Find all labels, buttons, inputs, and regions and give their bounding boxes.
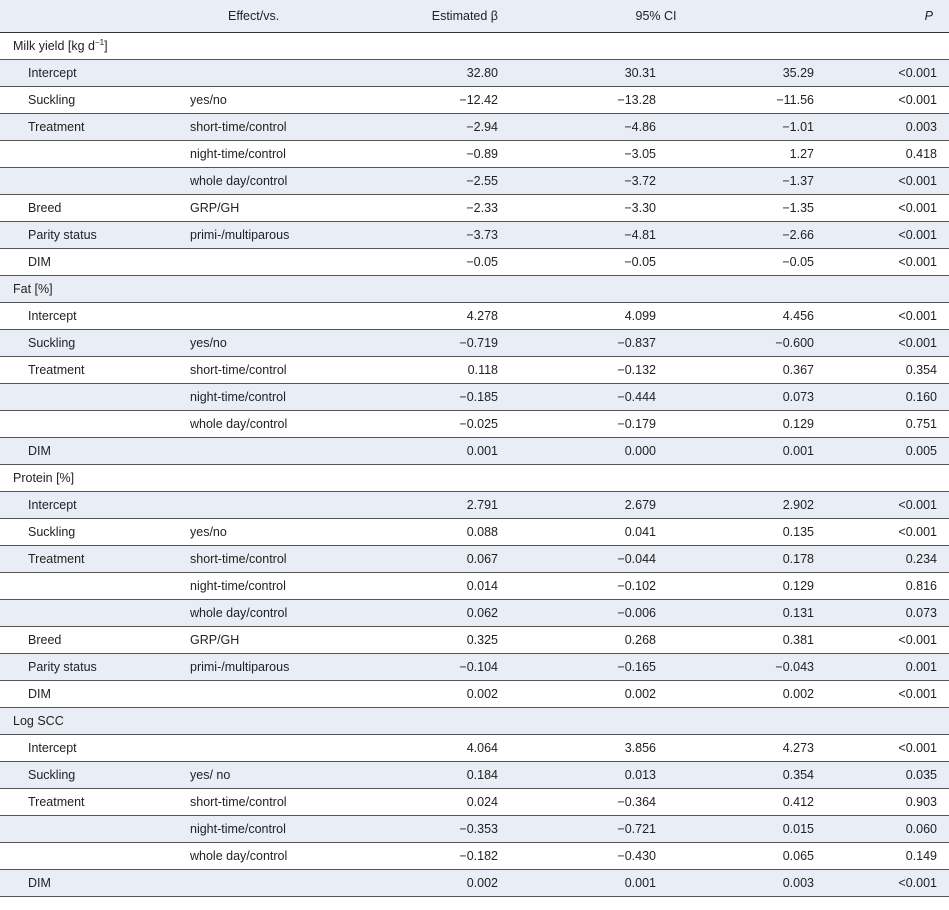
cell-estimated-beta: 0.001 (365, 437, 498, 464)
cell-vs (190, 248, 365, 275)
section-title-text: Protein [%] (13, 470, 75, 485)
cell-ci-upper: 0.073 (656, 383, 814, 410)
table-row (0, 221, 949, 248)
table-row (0, 302, 949, 329)
table-row (0, 491, 949, 518)
cell-vs (190, 59, 365, 86)
cell-effect: DIM (0, 869, 190, 896)
cell-estimated-beta: 0.062 (365, 599, 498, 626)
cell-p-value: <0.001 (814, 194, 949, 221)
cell-vs: whole day/control (190, 167, 365, 194)
cell-ci-upper: 1.27 (656, 140, 814, 167)
cell-effect: DIM (0, 248, 190, 275)
cell-effect: DIM (0, 680, 190, 707)
cell-ci-upper: 0.381 (656, 626, 814, 653)
cell-ci-upper: 4.456 (656, 302, 814, 329)
cell-estimated-beta: −0.05 (365, 248, 498, 275)
table-row (0, 356, 949, 383)
cell-ci-lower: 0.041 (498, 518, 656, 545)
cell-vs: whole day/control (190, 410, 365, 437)
cell-ci-lower: −0.430 (498, 842, 656, 869)
cell-ci-lower: −3.72 (498, 167, 656, 194)
cell-ci-lower: −3.30 (498, 194, 656, 221)
cell-p-value: 0.149 (814, 842, 949, 869)
cell-ci-upper: −0.05 (656, 248, 814, 275)
cell-p-value: 0.234 (814, 545, 949, 572)
cell-ci-lower: −4.81 (498, 221, 656, 248)
cell-estimated-beta: −0.185 (365, 383, 498, 410)
cell-vs: yes/ no (190, 761, 365, 788)
cell-ci-lower: 4.099 (498, 302, 656, 329)
cell-p-value: <0.001 (814, 869, 949, 896)
cell-p-value: 0.816 (814, 572, 949, 599)
cell-p-value: <0.001 (814, 86, 949, 113)
table-row (0, 680, 949, 707)
cell-p-value: <0.001 (814, 248, 949, 275)
cell-ci-upper: 0.412 (656, 788, 814, 815)
section-title-text: Milk yield [kg d (13, 38, 95, 53)
section-row (0, 464, 949, 491)
cell-vs: whole day/control (190, 599, 365, 626)
cell-effect: Parity status (0, 653, 190, 680)
table-row (0, 869, 949, 896)
cell-p-value: 0.005 (814, 437, 949, 464)
cell-vs: GRP/GH (190, 626, 365, 653)
cell-p-value: 0.035 (814, 761, 949, 788)
cell-ci-upper: −2.66 (656, 221, 814, 248)
cell-effect (0, 140, 190, 167)
cell-effect: Intercept (0, 302, 190, 329)
cell-estimated-beta: 0.014 (365, 572, 498, 599)
cell-p-value: 0.903 (814, 788, 949, 815)
cell-p-value: <0.001 (814, 302, 949, 329)
section-title-text: Log SCC (13, 713, 64, 728)
cell-effect (0, 410, 190, 437)
section-title-tail: ] (104, 38, 108, 53)
table-row (0, 140, 949, 167)
cell-ci-upper: −1.35 (656, 194, 814, 221)
cell-effect (0, 842, 190, 869)
cell-effect: Intercept (0, 491, 190, 518)
table-row (0, 842, 949, 869)
cell-effect: Suckling (0, 761, 190, 788)
cell-p-value: <0.001 (814, 518, 949, 545)
section-title (0, 707, 949, 734)
table-row (0, 194, 949, 221)
header-p: P (814, 0, 949, 32)
table-row (0, 383, 949, 410)
cell-p-value: 0.354 (814, 356, 949, 383)
table-row (0, 437, 949, 464)
section-title (0, 32, 949, 59)
cell-ci-upper: −0.043 (656, 653, 814, 680)
cell-p-value: <0.001 (814, 59, 949, 86)
section-row (0, 32, 949, 59)
table-row (0, 410, 949, 437)
cell-vs (190, 680, 365, 707)
table-row (0, 788, 949, 815)
table-body (0, 32, 949, 896)
cell-ci-upper: 0.367 (656, 356, 814, 383)
cell-effect: Suckling (0, 329, 190, 356)
cell-effect: Treatment (0, 788, 190, 815)
cell-p-value: <0.001 (814, 221, 949, 248)
cell-ci-lower: −0.837 (498, 329, 656, 356)
cell-estimated-beta: 4.064 (365, 734, 498, 761)
cell-effect: Suckling (0, 86, 190, 113)
cell-p-value: 0.751 (814, 410, 949, 437)
cell-p-value: 0.073 (814, 599, 949, 626)
header-effect-vs: Effect/vs. (190, 0, 365, 32)
cell-ci-lower: 0.001 (498, 869, 656, 896)
table-row (0, 599, 949, 626)
cell-vs (190, 734, 365, 761)
cell-ci-lower: −0.044 (498, 545, 656, 572)
cell-effect: Intercept (0, 734, 190, 761)
cell-ci-upper: 0.065 (656, 842, 814, 869)
header-ci: 95% CI (498, 0, 814, 32)
cell-estimated-beta: 0.325 (365, 626, 498, 653)
cell-estimated-beta: −2.94 (365, 113, 498, 140)
cell-ci-upper: −1.37 (656, 167, 814, 194)
cell-ci-lower: −0.006 (498, 599, 656, 626)
table-row (0, 86, 949, 113)
table-row (0, 734, 949, 761)
cell-p-value: <0.001 (814, 680, 949, 707)
cell-estimated-beta: 0.067 (365, 545, 498, 572)
header-estimated-beta: Estimated β (365, 0, 498, 32)
cell-ci-upper: 0.015 (656, 815, 814, 842)
table-row (0, 653, 949, 680)
cell-effect: Treatment (0, 356, 190, 383)
cell-estimated-beta: −0.719 (365, 329, 498, 356)
cell-estimated-beta: −0.104 (365, 653, 498, 680)
table-row (0, 815, 949, 842)
cell-p-value: 0.003 (814, 113, 949, 140)
cell-ci-lower: −0.179 (498, 410, 656, 437)
cell-vs (190, 869, 365, 896)
cell-effect: Breed (0, 194, 190, 221)
table-row (0, 518, 949, 545)
cell-estimated-beta: 32.80 (365, 59, 498, 86)
cell-ci-upper: 2.902 (656, 491, 814, 518)
cell-estimated-beta: −0.025 (365, 410, 498, 437)
cell-ci-upper: 0.002 (656, 680, 814, 707)
cell-ci-lower: −0.444 (498, 383, 656, 410)
cell-ci-upper: 4.273 (656, 734, 814, 761)
cell-ci-lower: −3.05 (498, 140, 656, 167)
cell-vs: short-time/control (190, 788, 365, 815)
cell-vs: yes/no (190, 86, 365, 113)
cell-estimated-beta: −3.73 (365, 221, 498, 248)
cell-effect: Treatment (0, 545, 190, 572)
cell-vs (190, 302, 365, 329)
cell-ci-upper: 0.129 (656, 410, 814, 437)
cell-estimated-beta: 0.002 (365, 680, 498, 707)
cell-p-value: 0.001 (814, 653, 949, 680)
cell-ci-upper: −1.01 (656, 113, 814, 140)
cell-vs: short-time/control (190, 356, 365, 383)
cell-p-value: <0.001 (814, 167, 949, 194)
cell-ci-lower: 2.679 (498, 491, 656, 518)
cell-estimated-beta: 0.024 (365, 788, 498, 815)
cell-vs: primi-/multiparous (190, 653, 365, 680)
cell-ci-upper: 35.29 (656, 59, 814, 86)
cell-ci-upper: 0.135 (656, 518, 814, 545)
cell-estimated-beta: 4.278 (365, 302, 498, 329)
section-title-sup: −1 (94, 37, 105, 47)
cell-ci-lower: −4.86 (498, 113, 656, 140)
cell-vs: whole day/control (190, 842, 365, 869)
section-title-text: Fat [%] (13, 281, 53, 296)
cell-vs: GRP/GH (190, 194, 365, 221)
table-row (0, 167, 949, 194)
cell-vs: yes/no (190, 518, 365, 545)
cell-estimated-beta: −0.89 (365, 140, 498, 167)
cell-ci-upper: 0.129 (656, 572, 814, 599)
cell-effect: Intercept (0, 59, 190, 86)
cell-p-value: 0.418 (814, 140, 949, 167)
cell-p-value: <0.001 (814, 734, 949, 761)
table-row (0, 329, 949, 356)
cell-effect: Treatment (0, 113, 190, 140)
section-title (0, 464, 949, 491)
table-row (0, 572, 949, 599)
cell-effect: Suckling (0, 518, 190, 545)
cell-ci-lower: 3.856 (498, 734, 656, 761)
table-row (0, 59, 949, 86)
cell-vs: night-time/control (190, 383, 365, 410)
table-row (0, 248, 949, 275)
cell-estimated-beta: −0.182 (365, 842, 498, 869)
cell-ci-upper: −0.600 (656, 329, 814, 356)
section-row (0, 707, 949, 734)
cell-vs (190, 437, 365, 464)
cell-ci-lower: −0.165 (498, 653, 656, 680)
cell-effect: Breed (0, 626, 190, 653)
cell-ci-lower: −0.132 (498, 356, 656, 383)
cell-vs: primi-/multiparous (190, 221, 365, 248)
cell-effect (0, 572, 190, 599)
table-row (0, 761, 949, 788)
cell-ci-lower: −13.28 (498, 86, 656, 113)
cell-ci-lower: 0.000 (498, 437, 656, 464)
cell-ci-lower: −0.102 (498, 572, 656, 599)
table-row (0, 626, 949, 653)
cell-vs: night-time/control (190, 140, 365, 167)
cell-p-value: 0.060 (814, 815, 949, 842)
cell-ci-upper: 0.131 (656, 599, 814, 626)
section-title (0, 275, 949, 302)
table-row (0, 545, 949, 572)
cell-estimated-beta: 0.184 (365, 761, 498, 788)
cell-vs: short-time/control (190, 113, 365, 140)
cell-p-value: <0.001 (814, 329, 949, 356)
cell-ci-lower: −0.05 (498, 248, 656, 275)
header-effect-blank (0, 0, 190, 32)
cell-estimated-beta: −2.33 (365, 194, 498, 221)
cell-estimated-beta: −2.55 (365, 167, 498, 194)
cell-p-value: <0.001 (814, 626, 949, 653)
cell-estimated-beta: −12.42 (365, 86, 498, 113)
cell-ci-lower: 0.002 (498, 680, 656, 707)
cell-estimated-beta: 0.118 (365, 356, 498, 383)
cell-p-value: 0.160 (814, 383, 949, 410)
cell-p-value: <0.001 (814, 491, 949, 518)
cell-ci-upper: 0.001 (656, 437, 814, 464)
cell-estimated-beta: 0.002 (365, 869, 498, 896)
cell-effect (0, 167, 190, 194)
cell-ci-upper: −11.56 (656, 86, 814, 113)
cell-ci-lower: −0.364 (498, 788, 656, 815)
cell-effect: Parity status (0, 221, 190, 248)
table-row (0, 113, 949, 140)
cell-estimated-beta: 2.791 (365, 491, 498, 518)
cell-vs: short-time/control (190, 545, 365, 572)
cell-effect: DIM (0, 437, 190, 464)
cell-vs: night-time/control (190, 815, 365, 842)
cell-ci-lower: 30.31 (498, 59, 656, 86)
cell-effect (0, 815, 190, 842)
cell-vs (190, 491, 365, 518)
cell-vs: night-time/control (190, 572, 365, 599)
cell-ci-lower: 0.268 (498, 626, 656, 653)
cell-estimated-beta: 0.088 (365, 518, 498, 545)
cell-estimated-beta: −0.353 (365, 815, 498, 842)
cell-ci-upper: 0.178 (656, 545, 814, 572)
table-header-row (0, 0, 949, 32)
cell-ci-lower: −0.721 (498, 815, 656, 842)
cell-vs: yes/no (190, 329, 365, 356)
cell-ci-upper: 0.003 (656, 869, 814, 896)
cell-effect (0, 383, 190, 410)
section-row (0, 275, 949, 302)
cell-ci-upper: 0.354 (656, 761, 814, 788)
cell-effect (0, 599, 190, 626)
cell-ci-lower: 0.013 (498, 761, 656, 788)
